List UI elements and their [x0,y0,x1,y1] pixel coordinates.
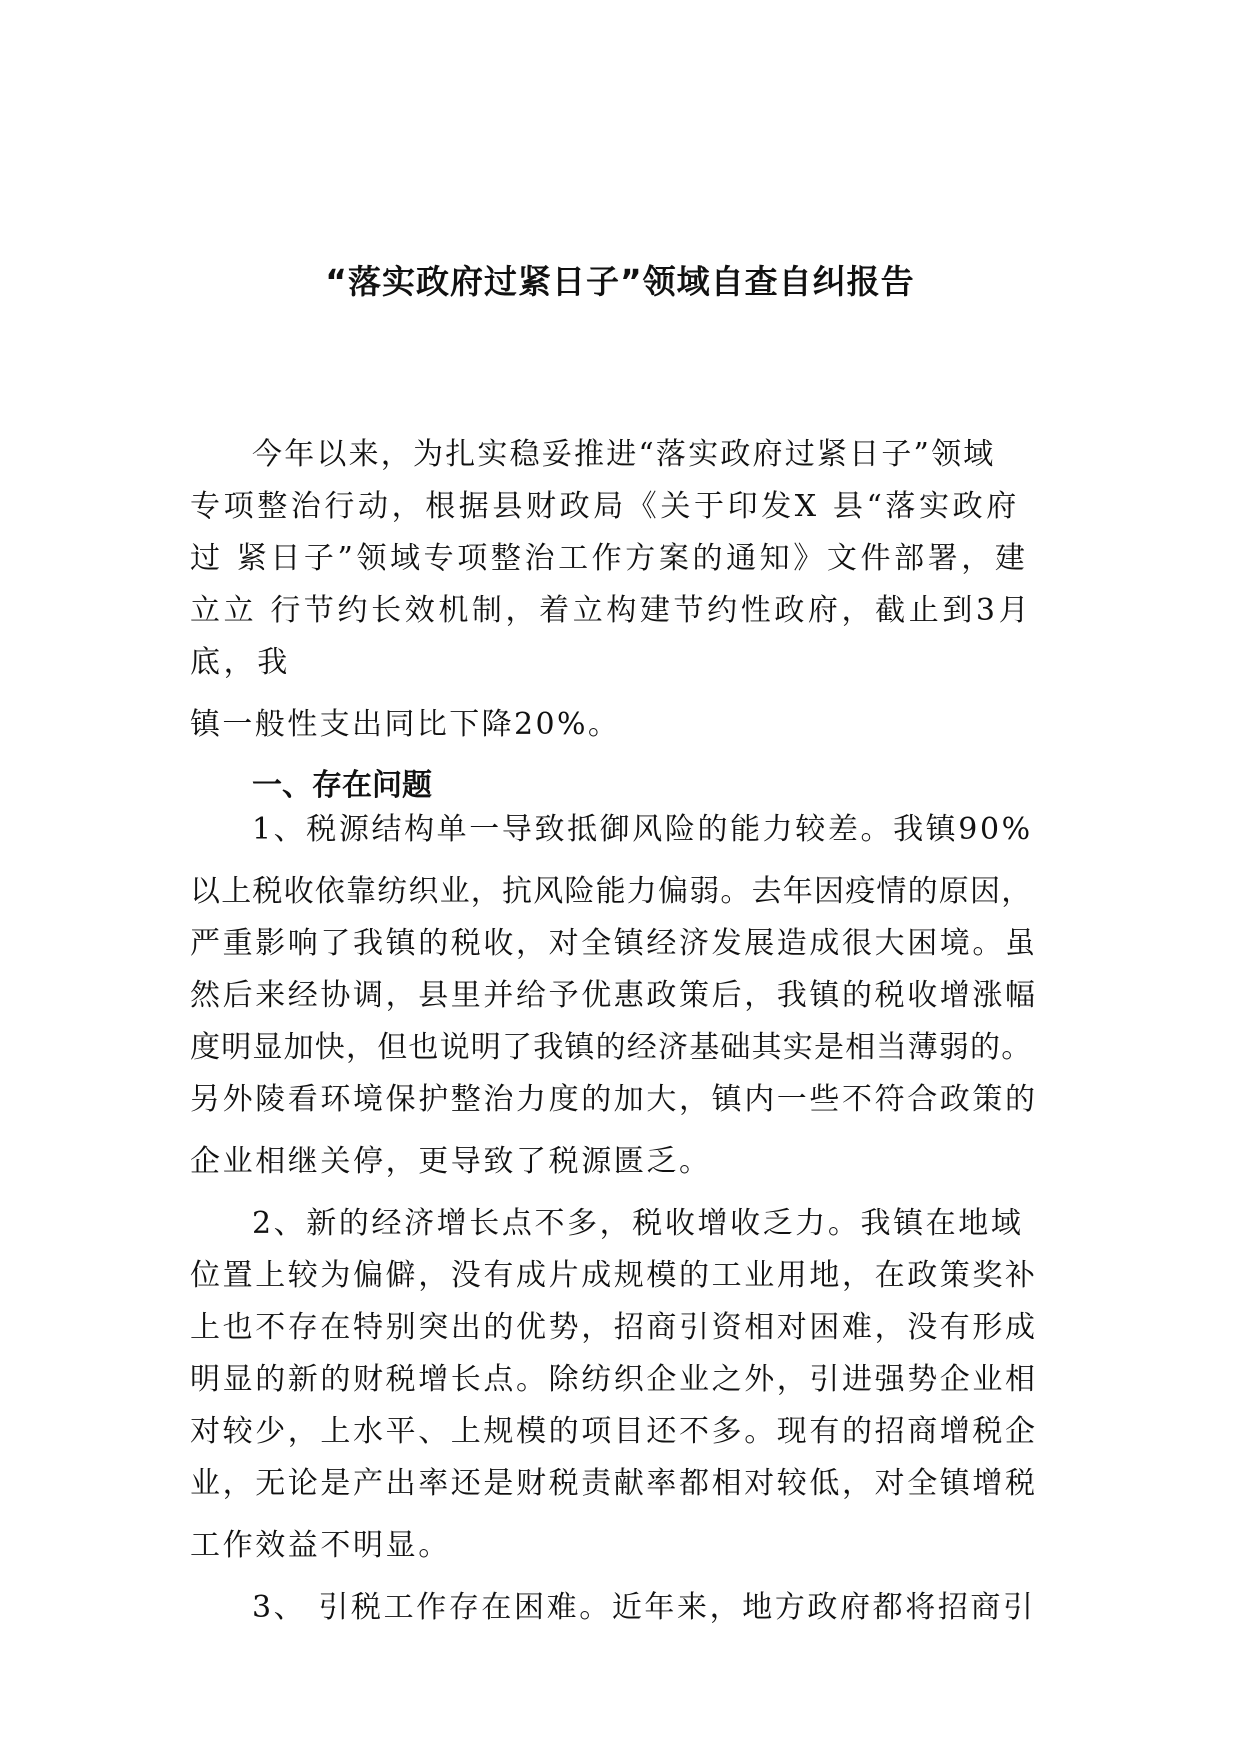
item2-line-6: 业，无论是产出率还是财税责献率都相对较低，对全镇增税 [190,1466,1038,1501]
item2-line-3: 上也不存在特别突出的优势，招商引资相对困难，没有形成 [190,1310,1038,1345]
intro-line-5: 底，我 [190,645,291,680]
item1-line-5: 度明显加快，但也说明了我镇的经济基础其实是相当薄弱的。 [190,1030,1033,1065]
item2-line-2: 位置上较为偏僻，没有成片成规模的工业用地，在政策奖补 [190,1258,1038,1293]
item3-line-1: 3、 引税工作存在困难。近年来，地方政府都将招商引 [252,1590,1036,1625]
item1-line-2: 以上税收依靠纺织业，抗风险能力偏弱。去年因疫情的原因， [190,874,1033,909]
item2-line-5: 对较少，上水平、上规模的项目还不多。现有的招商增税企 [190,1414,1038,1449]
intro-line-1: 今年以来，为扎实稳妥推进“落实政府过紧日子”领域 [252,437,996,472]
intro-line-4: 立立 行节约长效机制，着立构建节约性政府，截止到3月 [190,593,1033,628]
document-title: “落实政府过紧日子”领域自查自纠报告 [325,262,915,301]
item1-line-3: 严重影响了我镇的税收，对全镇经济发展造成很大困境。虽 [190,926,1038,961]
item1-line-1: 1、税源结构单一导致抵御风险的能力较差。我镇90% [252,812,1033,847]
item2-line-1: 2、新的经济增长点不多，税收增收乏力。我镇在地域 [252,1206,1024,1241]
item1-line-7: 企业相继关停，更导致了税源匮乏。 [190,1144,712,1179]
intro-line-6: 镇一般性支出同比下降20%。 [190,707,621,742]
intro-line-2: 专项整治行动，根据县财政局《关于印发X 县“落实政府 [190,489,1020,524]
intro-line-3: 过 紧日子”领域专项整治工作方案的通知》文件部署，建 [190,541,1029,576]
item1-line-6: 另外陵看环境保护整治力度的加大，镇内一些不符合政策的 [190,1082,1038,1117]
item1-line-4: 然后来经协调，县里并给予优惠政策后，我镇的税收增涨幅 [190,978,1038,1013]
section-heading-problems: 一、存在问题 [252,768,432,803]
item2-line-7: 工作效益不明显。 [190,1528,451,1563]
item2-line-4: 明显的新的财税增长点。除纺织企业之外，引进强势企业相 [190,1362,1038,1397]
